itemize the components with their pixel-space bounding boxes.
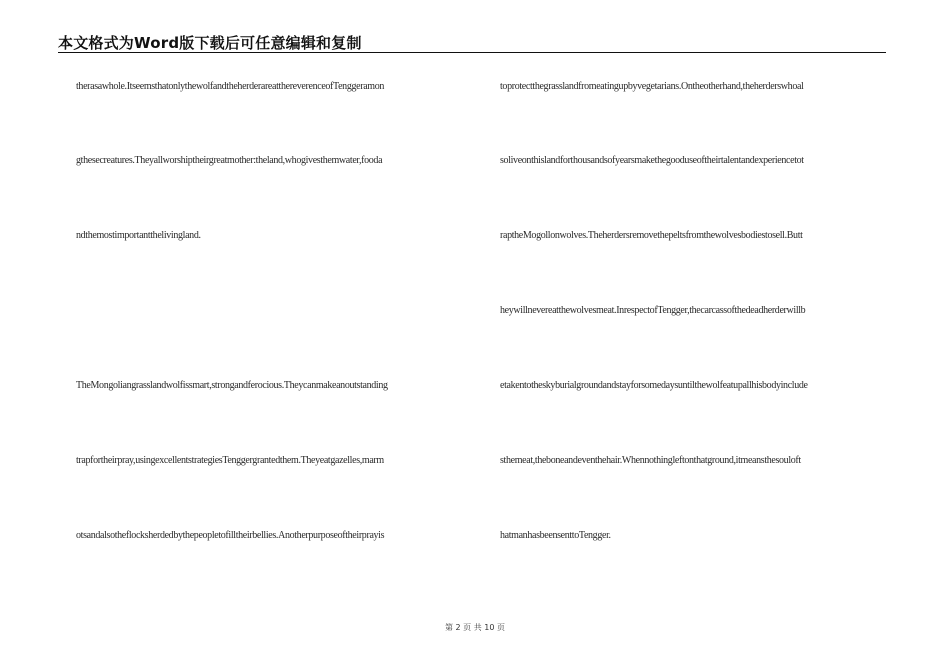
text-line: ndthemostimportantthelivingland. (76, 230, 201, 241)
text-line: toprotectthegrasslandfromeatingupbyvegetarians.Ontheotherhand,theherderswhoal (500, 81, 804, 92)
left-text-column (76, 0, 474, 672)
text-line: raptheMogollonwolves.Theherdersremovethepeltsfromthewolvesbodiestosell.Butt (500, 230, 803, 241)
text-line: soliveonthislandforthousandsofyearsmakethegooduseoftheirtalentandexperiencetot (500, 155, 804, 166)
page-number-footer: 第 2 页 共 10 页 (445, 623, 505, 632)
right-text-column (500, 0, 892, 672)
text-line: TheMongoliangrasslandwolfissmart,strongandferocious.Theycanmakeanoutstanding (76, 380, 388, 391)
text-line: therasawhole.ItseemsthatonlythewolfandtheherderareatthereverenceofTenggeramon (76, 81, 385, 92)
text-line: heywillnevereatthewolvesmeat.InrespectofTengger,thecarcassofthedeadherderwillb (500, 305, 806, 316)
document-header-title: 本文格式为Word版下载后可任意编辑和复制 (58, 34, 362, 52)
text-line: etakentotheskyburialgroundandstayforsomedaysuntilthewolfeatupallhisbodyinclude (500, 380, 808, 391)
text-line: trapfortheirpray,usingexcellentstrategiesTenggergrantedthem.Theyeatgazelles,marm (76, 455, 384, 466)
text-line: gthesecreatures.Theyallworshiptheirgreatmother:theland,whogivesthemwater,fooda (76, 155, 383, 166)
text-line: hatmanhasbeensenttoTengger. (500, 530, 611, 541)
text-line: sthemeat,theboneandeventhehair.Whennothingleftonthatground,itmeansthesouloft (500, 455, 801, 466)
text-line: otsandalsotheflocksherdedbythepeopletofilltheirbellies.Anotherpurposeoftheirprayis (76, 530, 385, 541)
